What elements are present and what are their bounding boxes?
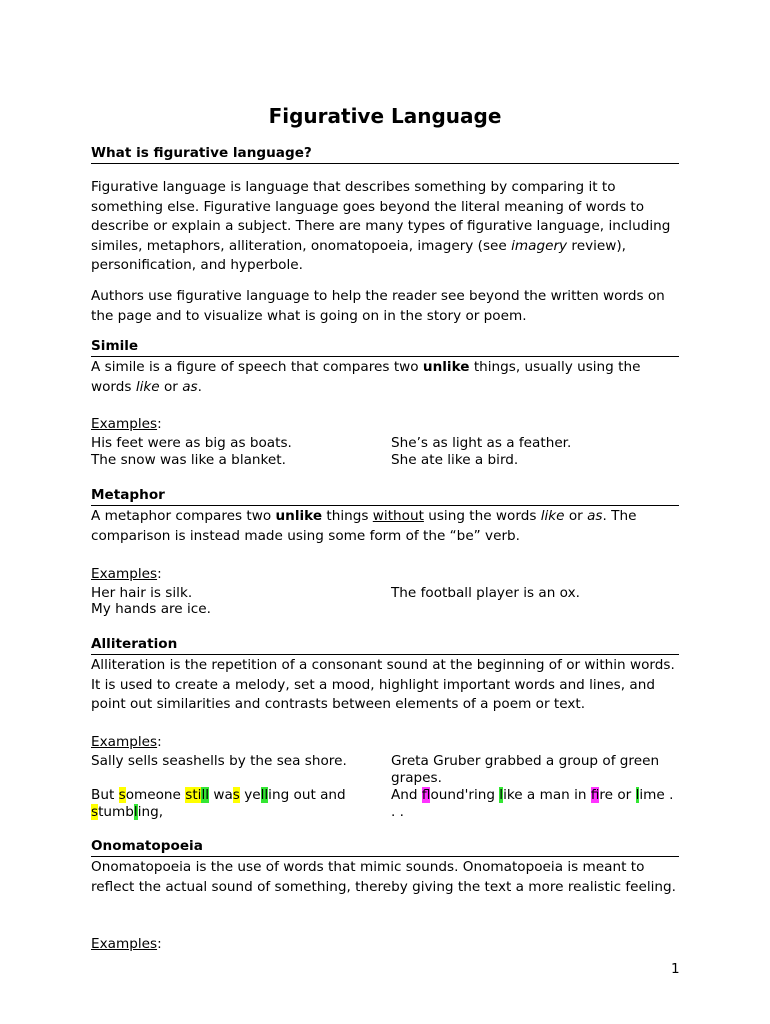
alliteration-example-right-2: And flound'ring like a man in fire or lime . . . bbox=[391, 787, 674, 820]
simile-example-left-2: The snow was like a blanket. bbox=[91, 452, 286, 468]
page-number: 1 bbox=[671, 961, 680, 977]
metaphor-example-left-1: Her hair is silk. bbox=[91, 585, 193, 601]
section-heading-metaphor: Metaphor bbox=[91, 487, 679, 506]
simile-examples-label: Examples: bbox=[91, 416, 162, 432]
paragraph-purpose: Authors use figurative language to help the reader see beyond the written words on the page and to visualize what is going on in the story or poem. bbox=[91, 288, 665, 324]
metaphor-examples-label: Examples: bbox=[91, 566, 162, 582]
onomatopoeia-definition: Onomatopoeia is the use of words that mimic sounds. Onomatopoeia is meant to reflect the actual sound of something, thereby giving the text a more realistic feeling. bbox=[91, 859, 676, 895]
alliteration-examples-label: Examples: bbox=[91, 734, 162, 750]
simile-example-right-1: She’s as light as a feather. bbox=[391, 435, 572, 451]
section-heading-onomatopoeia: Onomatopoeia bbox=[91, 838, 679, 857]
page-title: Figurative Language bbox=[268, 104, 502, 128]
metaphor-example-right-1: The football player is an ox. bbox=[391, 585, 580, 601]
metaphor-example-left-2: My hands are ice. bbox=[91, 601, 211, 617]
alliteration-definition: Alliteration is the repetition of a consonant sound at the beginning of or within words. It is used to create a melody, set a mood, highlight important words and lines, and point out similarities and contrasts between elements of a poem or text. bbox=[91, 657, 675, 712]
simile-example-right-2: She ate like a bird. bbox=[391, 452, 519, 468]
paragraph-definition: Figurative language is language that describes something by comparing it to something else. Figurative language goes beyond the literal meaning of words to describe or explain a subject. There are many types of figurative language, including similes, metaphors, alliteration, onomatopoeia, imagery (see imagery review), personification, and hyperbole. bbox=[91, 179, 671, 273]
alliteration-example-right-1: Greta Gruber grabbed a group of green grapes. bbox=[391, 753, 660, 786]
onomatopoeia-examples-label: Examples: bbox=[91, 936, 162, 952]
metaphor-definition: A metaphor compares two unlike things without using the words like or as. The comparison is instead made using some form of the “be” verb. bbox=[91, 508, 637, 544]
section-heading-alliteration: Alliteration bbox=[91, 636, 679, 655]
section-heading-simile: Simile bbox=[91, 338, 679, 357]
section-heading-what: What is figurative language? bbox=[91, 145, 679, 164]
alliteration-example-left-1: Sally sells seashells by the sea shore. bbox=[91, 753, 347, 769]
simile-definition: A simile is a figure of speech that compares two unlike things, usually using the words like or as. bbox=[91, 359, 641, 395]
alliteration-example-left-2: But someone still was yelling out and stumbling, bbox=[91, 787, 346, 820]
simile-example-left-1: His feet were as big as boats. bbox=[91, 435, 292, 451]
